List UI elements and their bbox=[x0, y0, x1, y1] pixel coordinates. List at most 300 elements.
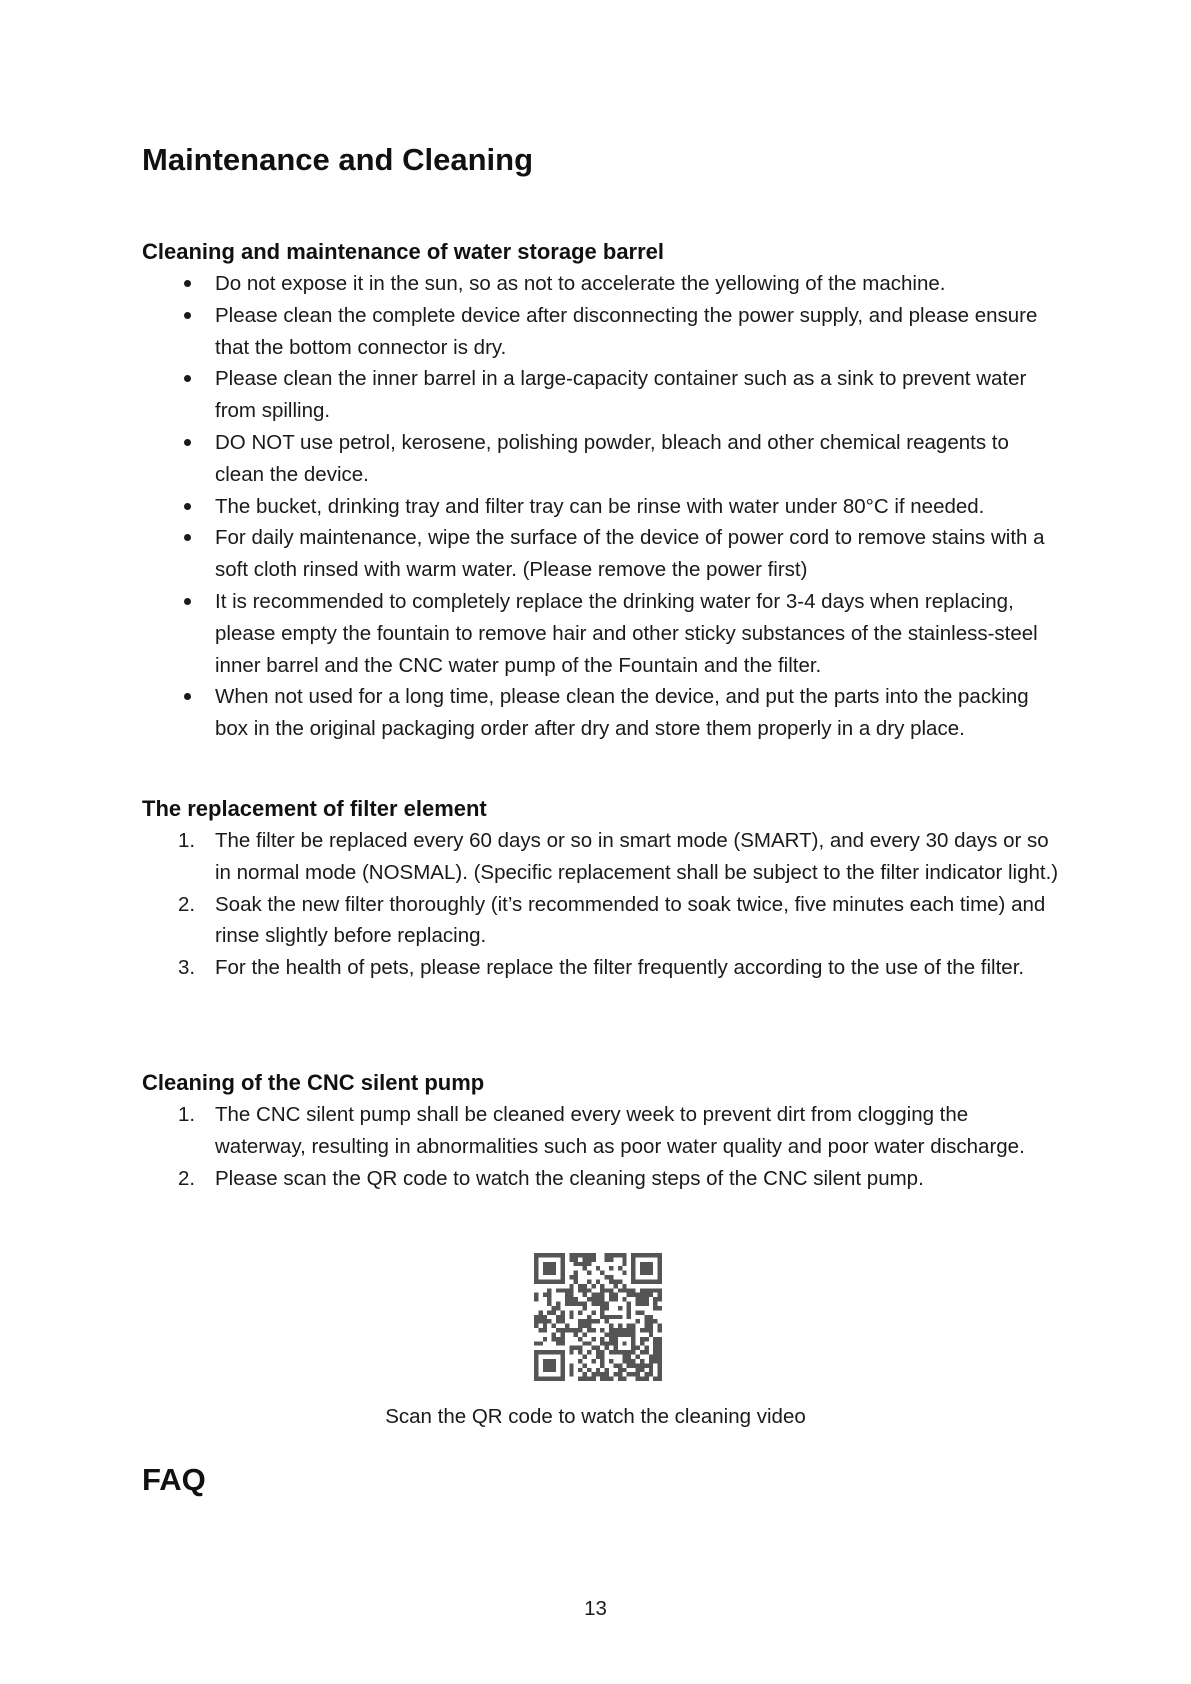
qr-module bbox=[631, 1262, 635, 1266]
qr-module bbox=[618, 1253, 622, 1257]
qr-module bbox=[556, 1315, 560, 1319]
qr-module bbox=[640, 1359, 644, 1363]
qr-module bbox=[600, 1341, 604, 1345]
qr-module bbox=[578, 1328, 582, 1332]
qr-module bbox=[534, 1350, 538, 1354]
qr-module bbox=[658, 1377, 662, 1381]
qr-module bbox=[644, 1350, 648, 1354]
qr-module bbox=[613, 1284, 617, 1288]
qr-module bbox=[649, 1372, 653, 1376]
qr-module bbox=[547, 1253, 551, 1257]
qr-module bbox=[543, 1368, 547, 1372]
qr-module bbox=[583, 1266, 587, 1270]
qr-module bbox=[600, 1359, 604, 1363]
bullet-icon bbox=[184, 693, 191, 700]
qr-module bbox=[596, 1368, 600, 1372]
qr-code-icon[interactable] bbox=[534, 1253, 662, 1381]
qr-module bbox=[538, 1350, 542, 1354]
qr-module bbox=[644, 1262, 648, 1266]
qr-module bbox=[605, 1319, 609, 1323]
qr-module bbox=[653, 1341, 657, 1345]
qr-module bbox=[583, 1341, 587, 1345]
qr-module bbox=[627, 1355, 631, 1359]
section-heading: The replacement of filter element bbox=[142, 796, 487, 821]
qr-module bbox=[583, 1293, 587, 1297]
qr-module bbox=[534, 1355, 538, 1359]
bullet-icon bbox=[184, 312, 191, 319]
qr-module bbox=[534, 1368, 538, 1372]
qr-module bbox=[644, 1297, 648, 1301]
qr-module bbox=[569, 1363, 573, 1367]
qr-module bbox=[631, 1253, 635, 1257]
qr-module bbox=[636, 1293, 640, 1297]
qr-module bbox=[649, 1363, 653, 1367]
qr-module bbox=[658, 1359, 662, 1363]
qr-module bbox=[636, 1253, 640, 1257]
qr-module bbox=[600, 1310, 604, 1314]
qr-module bbox=[543, 1271, 547, 1275]
qr-module bbox=[543, 1377, 547, 1381]
qr-module bbox=[534, 1279, 538, 1283]
qr-module bbox=[547, 1368, 551, 1372]
qr-module bbox=[534, 1359, 538, 1363]
qr-module bbox=[649, 1271, 653, 1275]
qr-module bbox=[644, 1337, 648, 1341]
qr-module bbox=[649, 1288, 653, 1292]
section-heading: Cleaning and maintenance of water storage barrel bbox=[142, 239, 665, 264]
qr-module bbox=[560, 1328, 564, 1332]
qr-module bbox=[560, 1372, 564, 1376]
qr-module bbox=[596, 1319, 600, 1323]
qr-module bbox=[534, 1253, 538, 1257]
qr-module bbox=[653, 1253, 657, 1257]
qr-module bbox=[600, 1315, 604, 1319]
qr-module bbox=[578, 1302, 582, 1306]
qr-module bbox=[583, 1332, 587, 1336]
qr-module bbox=[636, 1310, 640, 1314]
qr-module bbox=[653, 1350, 657, 1354]
qr-module bbox=[534, 1315, 538, 1319]
qr-module bbox=[640, 1279, 644, 1283]
qr-module bbox=[640, 1310, 644, 1314]
faq-title: FAQ bbox=[142, 1462, 206, 1497]
qr-module bbox=[600, 1337, 604, 1341]
qr-module bbox=[631, 1337, 635, 1341]
qr-module bbox=[649, 1368, 653, 1372]
qr-module bbox=[565, 1328, 569, 1332]
qr-module bbox=[605, 1302, 609, 1306]
qr-module bbox=[552, 1332, 556, 1336]
qr-module bbox=[627, 1310, 631, 1314]
qr-module bbox=[649, 1332, 653, 1336]
qr-module bbox=[596, 1346, 600, 1350]
qr-module bbox=[587, 1350, 591, 1354]
qr-module bbox=[627, 1350, 631, 1354]
qr-module bbox=[640, 1293, 644, 1297]
qr-module bbox=[636, 1302, 640, 1306]
qr-module bbox=[600, 1355, 604, 1359]
qr-module bbox=[569, 1297, 573, 1301]
qr-module bbox=[644, 1319, 648, 1323]
numbered-list bbox=[142, 1099, 1062, 1194]
numbered-list bbox=[142, 825, 1062, 984]
qr-module bbox=[658, 1271, 662, 1275]
qr-module bbox=[658, 1324, 662, 1328]
qr-module bbox=[583, 1306, 587, 1310]
list-item: For daily maintenance, wipe the surface of the device of power cord to remove stains with a soft cloth rinsed with warm water. (Please remove the power first) bbox=[142, 522, 1062, 586]
qr-module bbox=[552, 1306, 556, 1310]
qr-module bbox=[560, 1377, 564, 1381]
qr-module bbox=[658, 1253, 662, 1257]
qr-module bbox=[538, 1279, 542, 1283]
list-item: Please clean the complete device after disconnecting the power supply, and please ensure that the bottom connector is dry. bbox=[142, 300, 1062, 364]
qr-module bbox=[543, 1279, 547, 1283]
qr-module bbox=[587, 1262, 591, 1266]
qr-module bbox=[605, 1306, 609, 1310]
qr-module bbox=[613, 1279, 617, 1283]
bullet-icon bbox=[184, 280, 191, 287]
qr-module bbox=[644, 1288, 648, 1292]
qr-module bbox=[560, 1271, 564, 1275]
qr-module bbox=[587, 1319, 591, 1323]
qr-module bbox=[578, 1377, 582, 1381]
qr-module bbox=[644, 1279, 648, 1283]
qr-module bbox=[578, 1253, 582, 1257]
qr-module bbox=[618, 1279, 622, 1283]
qr-module bbox=[587, 1324, 591, 1328]
qr-module bbox=[605, 1257, 609, 1261]
qr-module bbox=[640, 1253, 644, 1257]
qr-module bbox=[583, 1257, 587, 1261]
qr-module bbox=[552, 1359, 556, 1363]
qr-module bbox=[622, 1271, 626, 1275]
qr-module bbox=[644, 1266, 648, 1270]
qr-module bbox=[596, 1372, 600, 1376]
qr-module bbox=[556, 1302, 560, 1306]
qr-module bbox=[587, 1253, 591, 1257]
qr-module bbox=[644, 1346, 648, 1350]
qr-module bbox=[622, 1332, 626, 1336]
qr-module bbox=[644, 1315, 648, 1319]
qr-module bbox=[569, 1372, 573, 1376]
qr-module bbox=[653, 1359, 657, 1363]
qr-module bbox=[578, 1359, 582, 1363]
qr-module bbox=[552, 1266, 556, 1270]
qr-module bbox=[600, 1302, 604, 1306]
qr-module bbox=[560, 1337, 564, 1341]
qr-module bbox=[534, 1271, 538, 1275]
qr-module bbox=[605, 1372, 609, 1376]
qr-module bbox=[591, 1346, 595, 1350]
qr-module bbox=[653, 1297, 657, 1301]
qr-module bbox=[556, 1341, 560, 1345]
qr-module bbox=[627, 1332, 631, 1336]
qr-module bbox=[596, 1279, 600, 1283]
qr-module bbox=[538, 1310, 542, 1314]
list-item: 2. Please scan the QR code to watch the cleaning steps of the CNC silent pump. bbox=[142, 1163, 1062, 1195]
qr-module bbox=[552, 1324, 556, 1328]
qr-module bbox=[640, 1368, 644, 1372]
qr-module bbox=[591, 1319, 595, 1323]
qr-module bbox=[658, 1372, 662, 1376]
qr-module bbox=[613, 1372, 617, 1376]
qr-module bbox=[640, 1363, 644, 1367]
qr-module bbox=[627, 1359, 631, 1363]
list-item: 2. Soak the new filter thoroughly (it’s recommended to soak twice, five minutes each time) and rinse slightly before replacing. bbox=[142, 889, 1062, 953]
qr-module bbox=[534, 1275, 538, 1279]
list-item: 1. The filter be replaced every 60 days or so in smart mode (SMART), and every 30 days or so in normal mode (NOSMAL). (Specific replacement shall be subject to the filter indicator light.) bbox=[142, 825, 1062, 889]
list-item: DO NOT use petrol, kerosene, polishing powder, bleach and other chemical reagents to clean the device. bbox=[142, 427, 1062, 491]
qr-module bbox=[560, 1262, 564, 1266]
qr-module bbox=[547, 1310, 551, 1314]
qr-module bbox=[605, 1346, 609, 1350]
qr-module bbox=[627, 1306, 631, 1310]
qr-module bbox=[644, 1377, 648, 1381]
qr-module bbox=[631, 1275, 635, 1279]
qr-module bbox=[649, 1324, 653, 1328]
qr-module bbox=[609, 1350, 613, 1354]
qr-module bbox=[658, 1293, 662, 1297]
qr-module bbox=[556, 1279, 560, 1283]
list-item: 1. The CNC silent pump shall be cleaned every week to prevent dirt from clogging the waterway, resulting in abnormalities such as poor water quality and poor water discharge. bbox=[142, 1099, 1062, 1163]
qr-module bbox=[649, 1328, 653, 1332]
qr-module bbox=[574, 1332, 578, 1336]
qr-module bbox=[560, 1319, 564, 1323]
qr-module bbox=[560, 1341, 564, 1345]
qr-module bbox=[538, 1315, 542, 1319]
qr-module bbox=[547, 1319, 551, 1323]
qr-module bbox=[569, 1368, 573, 1372]
qr-module bbox=[618, 1350, 622, 1354]
page-number: 13 bbox=[584, 1597, 607, 1620]
qr-module bbox=[631, 1372, 635, 1376]
qr-module bbox=[609, 1377, 613, 1381]
qr-module bbox=[560, 1310, 564, 1314]
qr-module bbox=[583, 1363, 587, 1367]
qr-module bbox=[636, 1363, 640, 1367]
qr-module bbox=[605, 1275, 609, 1279]
qr-module bbox=[622, 1253, 626, 1257]
qr-module bbox=[609, 1288, 613, 1292]
qr-module bbox=[644, 1363, 648, 1367]
qr-module bbox=[560, 1315, 564, 1319]
qr-module bbox=[613, 1350, 617, 1354]
qr-module bbox=[649, 1359, 653, 1363]
qr-module bbox=[649, 1319, 653, 1323]
bullet-list bbox=[142, 268, 1062, 745]
qr-module bbox=[605, 1332, 609, 1336]
qr-code-graphic bbox=[534, 1253, 662, 1381]
qr-module bbox=[587, 1297, 591, 1301]
qr-module bbox=[591, 1328, 595, 1332]
qr-module bbox=[552, 1271, 556, 1275]
qr-module bbox=[605, 1315, 609, 1319]
qr-module bbox=[587, 1271, 591, 1275]
qr-module bbox=[613, 1346, 617, 1350]
qr-module bbox=[653, 1346, 657, 1350]
qr-module bbox=[631, 1279, 635, 1283]
qr-module bbox=[547, 1288, 551, 1292]
qr-module bbox=[653, 1377, 657, 1381]
qr-module bbox=[543, 1315, 547, 1319]
qr-module bbox=[574, 1328, 578, 1332]
qr-module bbox=[600, 1328, 604, 1332]
list-item: It is recommended to completely replace the drinking water for 3-4 days when replacing, please empty the fountain to remove hair and other sticky substances of the stainless-steel inner barrel and the CNC water pump of the Fountain and the filter. bbox=[142, 586, 1062, 681]
qr-module bbox=[658, 1257, 662, 1261]
qr-module bbox=[658, 1262, 662, 1266]
qr-module bbox=[609, 1275, 613, 1279]
qr-module bbox=[622, 1297, 626, 1301]
qr-module bbox=[574, 1279, 578, 1283]
qr-module bbox=[556, 1337, 560, 1341]
qr-module bbox=[578, 1262, 582, 1266]
qr-module bbox=[583, 1355, 587, 1359]
qr-module bbox=[560, 1359, 564, 1363]
qr-module bbox=[627, 1288, 631, 1292]
qr-module bbox=[658, 1337, 662, 1341]
qr-module bbox=[618, 1328, 622, 1332]
qr-module bbox=[569, 1293, 573, 1297]
qr-module bbox=[600, 1350, 604, 1354]
qr-module bbox=[613, 1253, 617, 1257]
qr-module bbox=[640, 1350, 644, 1354]
qr-module bbox=[587, 1288, 591, 1292]
qr-module bbox=[609, 1257, 613, 1261]
qr-module bbox=[605, 1377, 609, 1381]
qr-module bbox=[658, 1346, 662, 1350]
qr-module bbox=[653, 1288, 657, 1292]
qr-module bbox=[543, 1324, 547, 1328]
qr-module bbox=[600, 1297, 604, 1301]
qr-module bbox=[640, 1341, 644, 1345]
qr-module bbox=[534, 1377, 538, 1381]
qr-module bbox=[538, 1328, 542, 1332]
qr-module bbox=[631, 1324, 635, 1328]
qr-module bbox=[658, 1350, 662, 1354]
list-number: 1. bbox=[178, 1103, 196, 1126]
qr-module bbox=[534, 1293, 538, 1297]
qr-module bbox=[591, 1284, 595, 1288]
qr-module bbox=[552, 1310, 556, 1314]
qr-module bbox=[587, 1279, 591, 1283]
qr-module bbox=[631, 1328, 635, 1332]
qr-module bbox=[583, 1372, 587, 1376]
qr-module bbox=[565, 1302, 569, 1306]
qr-module bbox=[618, 1377, 622, 1381]
list-number: 1. bbox=[178, 829, 196, 852]
qr-module bbox=[609, 1324, 613, 1328]
qr-module bbox=[583, 1377, 587, 1381]
qr-module bbox=[640, 1262, 644, 1266]
qr-module bbox=[613, 1363, 617, 1367]
qr-module bbox=[609, 1332, 613, 1336]
qr-module bbox=[627, 1315, 631, 1319]
qr-module bbox=[547, 1279, 551, 1283]
bullet-icon bbox=[184, 534, 191, 541]
qr-module bbox=[600, 1288, 604, 1292]
qr-module bbox=[543, 1262, 547, 1266]
qr-module bbox=[640, 1302, 644, 1306]
qr-module bbox=[605, 1341, 609, 1345]
qr-module bbox=[618, 1332, 622, 1336]
qr-module bbox=[591, 1257, 595, 1261]
qr-module bbox=[613, 1293, 617, 1297]
qr-module bbox=[560, 1253, 564, 1257]
qr-module bbox=[600, 1363, 604, 1367]
qr-module bbox=[644, 1302, 648, 1306]
qr-module bbox=[538, 1341, 542, 1345]
qr-module bbox=[578, 1310, 582, 1314]
qr-module bbox=[556, 1253, 560, 1257]
list-item: The bucket, drinking tray and filter tray can be rinse with water under 80°C if needed. bbox=[142, 491, 1062, 523]
qr-module bbox=[600, 1372, 604, 1376]
qr-module bbox=[653, 1279, 657, 1283]
qr-module bbox=[560, 1288, 564, 1292]
qr-module bbox=[658, 1306, 662, 1310]
qr-module bbox=[609, 1341, 613, 1345]
qr-module bbox=[631, 1266, 635, 1270]
qr-module bbox=[552, 1279, 556, 1283]
qr-module bbox=[613, 1297, 617, 1301]
qr-caption: Scan the QR code to watch the cleaning video bbox=[385, 1405, 806, 1428]
qr-module bbox=[658, 1368, 662, 1372]
qr-module bbox=[618, 1368, 622, 1372]
qr-module bbox=[640, 1328, 644, 1332]
qr-module bbox=[627, 1324, 631, 1328]
qr-module bbox=[636, 1355, 640, 1359]
qr-module bbox=[587, 1368, 591, 1372]
qr-module bbox=[578, 1288, 582, 1292]
qr-module bbox=[587, 1377, 591, 1381]
qr-module bbox=[556, 1350, 560, 1354]
qr-module bbox=[547, 1262, 551, 1266]
qr-module bbox=[534, 1257, 538, 1261]
qr-module bbox=[636, 1346, 640, 1350]
qr-module bbox=[613, 1328, 617, 1332]
qr-module bbox=[609, 1279, 613, 1283]
qr-module bbox=[543, 1337, 547, 1341]
qr-module bbox=[658, 1279, 662, 1283]
qr-module bbox=[591, 1359, 595, 1363]
qr-module bbox=[644, 1253, 648, 1257]
qr-module bbox=[631, 1363, 635, 1367]
qr-module bbox=[653, 1337, 657, 1341]
qr-module bbox=[583, 1302, 587, 1306]
qr-module bbox=[640, 1271, 644, 1275]
qr-module bbox=[569, 1350, 573, 1354]
qr-module bbox=[609, 1266, 613, 1270]
qr-module bbox=[574, 1275, 578, 1279]
qr-module bbox=[578, 1319, 582, 1323]
qr-module bbox=[600, 1271, 604, 1275]
qr-module bbox=[534, 1297, 538, 1301]
qr-module bbox=[649, 1293, 653, 1297]
qr-module bbox=[631, 1288, 635, 1292]
qr-module bbox=[600, 1293, 604, 1297]
qr-module bbox=[547, 1266, 551, 1270]
qr-module bbox=[636, 1297, 640, 1301]
page-title: Maintenance and Cleaning bbox=[142, 142, 534, 177]
qr-module bbox=[587, 1257, 591, 1261]
qr-module bbox=[591, 1293, 595, 1297]
qr-module bbox=[622, 1359, 626, 1363]
list-item: 3. For the health of pets, please replace the filter frequently according to the use of the filter. bbox=[142, 952, 1062, 984]
qr-module bbox=[534, 1363, 538, 1367]
qr-module bbox=[552, 1350, 556, 1354]
qr-module bbox=[565, 1293, 569, 1297]
qr-module bbox=[591, 1310, 595, 1314]
qr-module bbox=[591, 1302, 595, 1306]
